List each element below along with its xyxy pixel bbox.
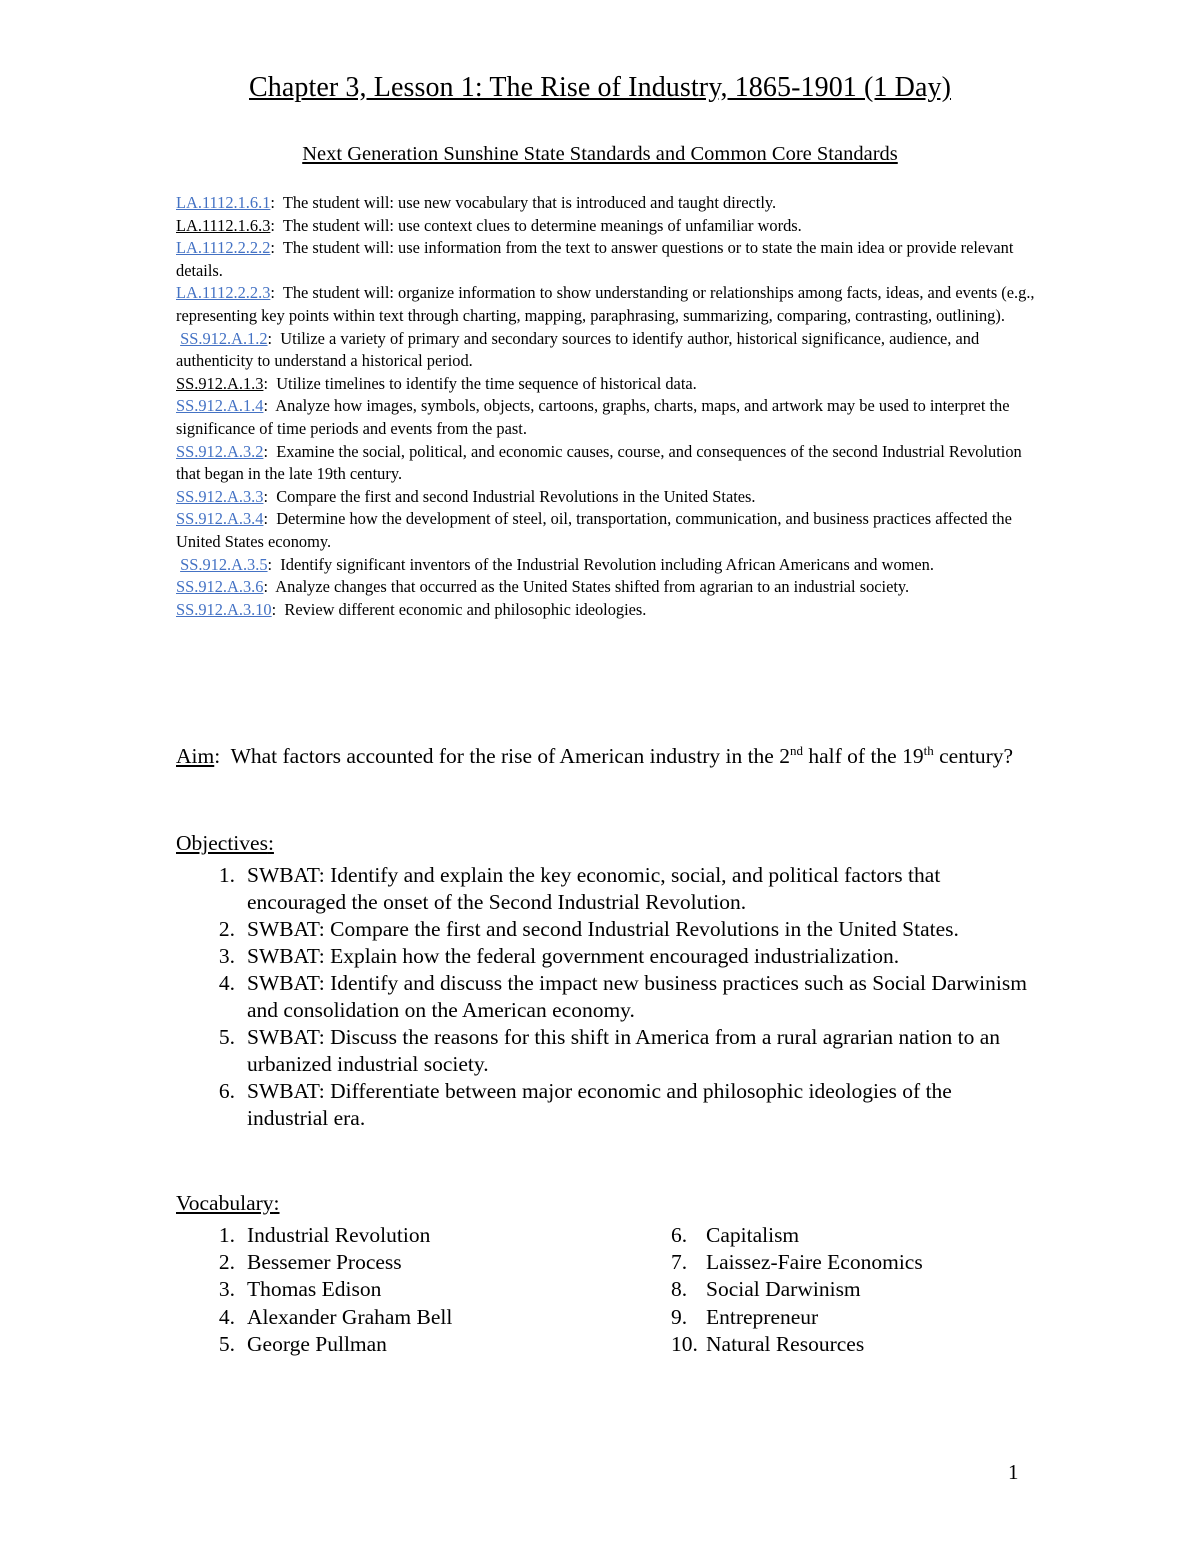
standard-text: Examine the social, political, and economic causes, course, and consequences of the second Industrial Revolution that began in the late 19th century. (176, 441, 1022, 484)
standard-item: LA.1112.1.6.3: The student will: use context clues to determine meanings of unfamiliar words. (176, 215, 802, 235)
standard-text: The student will: use context clues to determine meanings of unfamiliar words. (282, 215, 802, 235)
vocabulary-item: 3. Thomas Edison (218, 1277, 382, 1302)
standard-item: SS.912.A.3.6: Analyze changes that occurred as the United States shifted from agrarian to an industrial society. (176, 577, 910, 597)
standard-code-link[interactable]: SS.912.A.3.6 (176, 577, 264, 597)
standard-text: Utilize a variety of primary and secondary sources to identify author, historical significance, audience, and authenticity to understand a historical period. (176, 328, 980, 371)
standard-code-link[interactable]: LA.1112.1.6.1 (176, 193, 271, 212)
standards-heading: Next Generation Sunshine State Standards and Common Core Standards (302, 143, 898, 165)
standard-item: SS.912.A.3.2: Examine the social, political, and economic causes, course, and consequences of the second Industrial Revolution that began in the late 19th century. (176, 441, 1022, 484)
objectives-label: Objectives: (176, 831, 274, 855)
standard-item: SS.912.A.3.3: Compare the first and second Industrial Revolutions in the United States. (176, 486, 756, 506)
aim-statement: Aim: What factors accounted for the rise of American industry in the 2nd half of the 19th century? (176, 742, 1014, 768)
vocabulary-item: 1. Industrial Revolution (218, 1223, 431, 1247)
standard-item: LA.1112.2.2.3: The student will: organize information to show understanding or relationships among facts, ideas, and events (e.g., representing key points within text through charting, mapping, paraphrasing, summarizing, comparing, contrasting, outlining). (176, 283, 1035, 325)
aim-label: Aim (176, 744, 215, 768)
standard-item: SS.912.A.3.4: Determine how the development of steel, oil, transportation, communication, and business practices affected the United States economy. (176, 509, 1012, 551)
standard-code: LA.1112.1.6.3 (176, 215, 271, 235)
vocabulary-item: 10. Natural Resources (671, 1331, 865, 1356)
vocabulary-column-2 (636, 1222, 1036, 1358)
standard-text: Analyze changes that occurred as the United States shifted from agrarian to an industrial society. (275, 577, 910, 597)
standard-text: Review different economic and philosophic ideologies. (284, 599, 647, 619)
standard-code-link[interactable]: LA.1112.2.2.3 (176, 283, 271, 303)
standard-item: SS.912.A.3.5: Identify significant inventors of the Industrial Revolution including African Americans and women. (180, 554, 934, 574)
standard-item: SS.912.A.3.10: Review different economic and philosophic ideologies. (176, 599, 647, 619)
standard-text: The student will: organize information to show understanding or relationships among facts, ideas, and events (e.g., representing key points within text through charting, mapping, paraphrasing, summarizing, comparing, contrasting, outlining). (176, 283, 1035, 325)
vocabulary-item: 8. Social Darwinism (671, 1277, 861, 1302)
standard-code: SS.912.A.1.3 (176, 373, 264, 393)
vocabulary-item: 9. Entrepreneur (671, 1304, 819, 1329)
vocabulary-label: Vocabulary: (176, 1191, 280, 1215)
standard-text: The student will: use information from the text to answer questions or to state the main idea or provide relevant details. (176, 238, 1014, 280)
standard-text: Analyze how images, symbols, objects, cartoons, graphs, charts, maps, and artwork may be used to interpret the significance of time periods and events from the past. (176, 396, 1010, 438)
standard-code-link[interactable]: SS.912.A.3.10 (176, 599, 272, 619)
vocabulary-item: 6. Capitalism (671, 1223, 800, 1247)
objective-item: 4. SWBAT: Identify and discuss the impact new business practices such as Social Darwinism and consolidation on the American economy. (218, 971, 1027, 1022)
standard-code-link[interactable]: SS.912.A.1.2 (180, 328, 268, 348)
standard-code-link[interactable]: SS.912.A.3.5 (180, 554, 268, 574)
standard-text: Compare the first and second Industrial Revolutions in the United States. (276, 486, 756, 506)
vocabulary-item: 2. Bessemer Process (218, 1250, 402, 1275)
objective-item: 5. SWBAT: Discuss the reasons for this shift in America from a rural agrarian nation to an urbanized industrial society. (218, 1025, 1001, 1076)
vocabulary-item: 4. Alexander Graham Bell (218, 1304, 453, 1329)
objectives-list (176, 862, 1036, 1132)
page-number: 1 (1008, 1460, 1019, 1484)
standard-item: SS.912.A.1.4: Analyze how images, symbols, objects, cartoons, graphs, charts, maps, and artwork may be used to interpret the significance of time periods and events from the past. (176, 396, 1010, 438)
objective-item: 3. SWBAT: Explain how the federal government encouraged industrialization. (218, 944, 900, 968)
standard-text: Utilize timelines to identify the time sequence of historical data. (276, 373, 697, 393)
standard-code-link[interactable]: SS.912.A.3.3 (176, 486, 264, 506)
standard-code-link[interactable]: SS.912.A.3.2 (176, 441, 264, 461)
standard-code-link[interactable]: SS.912.A.1.4 (176, 396, 264, 416)
standard-item: LA.1112.1.6.1: The student will: use new vocabulary that is introduced and taught directly. (176, 193, 777, 212)
vocabulary-column-1 (176, 1222, 616, 1358)
standard-text: Identify significant inventors of the Industrial Revolution including African Americans and women. (280, 554, 934, 574)
objective-item: 2. SWBAT: Compare the first and second Industrial Revolutions in the United States. (218, 917, 959, 941)
standard-item: SS.912.A.1.3: Utilize timelines to identify the time sequence of historical data. (176, 373, 697, 393)
standard-item: LA.1112.2.2.2: The student will: use information from the text to answer questions or to state the main idea or provide relevant details. (176, 238, 1014, 280)
vocabulary-item: 5. George Pullman (218, 1331, 387, 1356)
page-title: Chapter 3, Lesson 1: The Rise of Industry, 1865-1901 (1 Day) (249, 72, 951, 103)
objective-item: 6. SWBAT: Differentiate between major economic and philosophic ideologies of the industrial era. (218, 1079, 952, 1130)
objective-item: 1. SWBAT: Identify and explain the key economic, social, and political factors that encouraged the onset of the Second Industrial Revolution. (218, 863, 941, 914)
vocabulary-item: 7. Laissez-Faire Economics (671, 1250, 923, 1275)
standards-list (176, 192, 1036, 621)
standard-code-link[interactable]: SS.912.A.3.4 (176, 509, 264, 529)
standard-text: Determine how the development of steel, oil, transportation, communication, and business practices affected the United States economy. (176, 509, 1012, 551)
standard-text: The student will: use new vocabulary that is introduced and taught directly. (282, 193, 777, 212)
standard-item: SS.912.A.1.2: Utilize a variety of primary and secondary sources to identify author, historical significance, audience, and authenticity to understand a historical period. (176, 328, 980, 371)
standard-code-link[interactable]: LA.1112.2.2.2 (176, 238, 271, 258)
